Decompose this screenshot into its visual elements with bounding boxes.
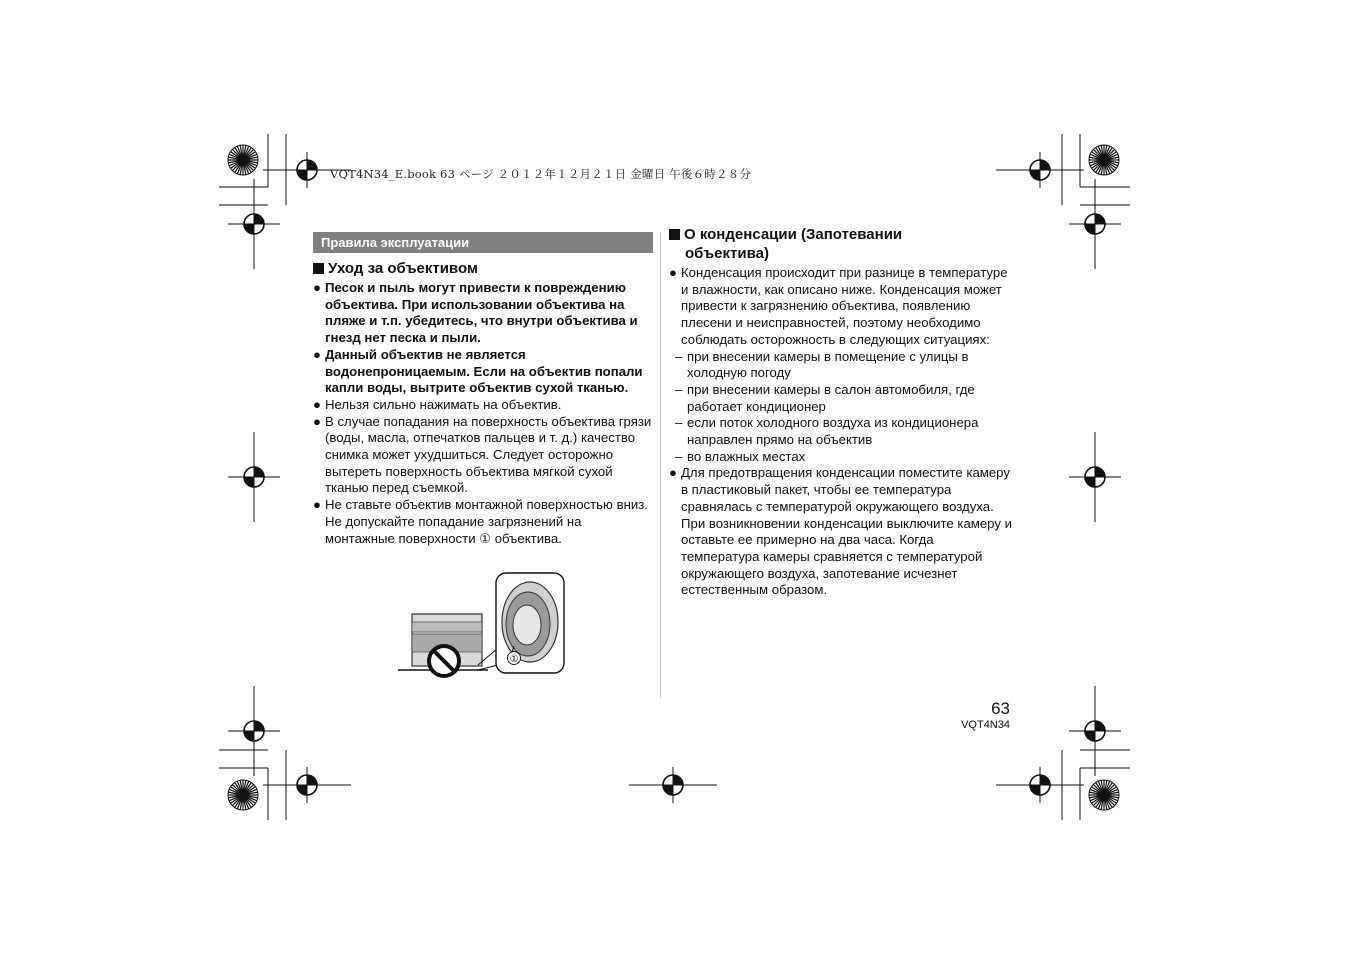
- lens-care-heading: Уход за объективом: [313, 259, 653, 278]
- dash-item: – при внесении камеры в салон автомобиля, где работает кондиционер: [675, 381, 975, 414]
- lens-care-list: [313, 280, 653, 547]
- section-title: Правила эксплуатации: [313, 232, 653, 253]
- prohibited-icon: [429, 646, 459, 676]
- condensation-heading: О конденсации (Запотевании: [669, 225, 1014, 244]
- condensation-heading-line2: объектива): [685, 245, 769, 262]
- list-item: ● Данный объектив не является водонепроницаемым. Если на объектив попали капли воды, вытрите объектив сухой тканью.: [313, 346, 643, 396]
- dash-item: – при внесении камеры в помещение с улицы в холодную погоду: [675, 348, 969, 381]
- page-code: VQT4N34: [961, 719, 1010, 731]
- print-header: VQT4N34_E.book 63 ページ ２０１２年１２月２１日 金曜日 午後６時２８分: [330, 167, 752, 181]
- list-item: ● Не ставьте объектив монтажной поверхностью вниз. Не допускайте попадание загрязнений на монтажные поверхности ① объектива.: [313, 497, 648, 546]
- bullet-icon: ●: [313, 280, 321, 295]
- square-bullet-icon: [669, 229, 680, 240]
- dash-icon: –: [675, 381, 683, 397]
- dash-icon: –: [675, 415, 683, 431]
- left-column: [313, 259, 653, 547]
- list-item: ● Нельзя сильно нажимать на объектив.: [313, 396, 562, 412]
- condensation-list: [669, 265, 1014, 599]
- dash-item: – если поток холодного воздуха из кондиционера направлен прямо на объектив: [675, 415, 979, 448]
- list-item: ● Песок и пыль могут привести к повреждению объектива. При использовании объектива на пляже и т.п. убедитесь, что внутри объектива и гнезд нет песка и пыли.: [313, 280, 638, 346]
- bullet-icon: ●: [313, 396, 321, 412]
- bullet-icon: ●: [669, 265, 677, 280]
- bullet-icon: ●: [313, 346, 321, 362]
- dash-icon: –: [675, 448, 683, 464]
- lens-mount-illustration: [398, 570, 570, 682]
- bullet-icon: ●: [669, 465, 677, 481]
- bullet-icon: ●: [313, 413, 321, 429]
- dash-icon: –: [675, 348, 683, 364]
- page-number: 63: [991, 699, 1010, 718]
- dash-item: – во влажных местах: [675, 448, 806, 464]
- figure-callout: ①: [509, 654, 519, 665]
- list-item: ● В случае попадания на поверхность объектива грязи (воды, масла, отпечатков пальцев и т. д.) качество снимка может ухудшиться. Следует осторожно вытереть поверхность объектива мягкой сухой тканью перед съемкой.: [313, 413, 652, 496]
- list-item: ● Для предотвращения конденсации поместите камеру в пластиковый пакет, чтобы ее температура сравнялась с температурой окружающего воздуха. При возникновении конденсации выключите камеру и оставьте ее примерно на два часа. Когда температура камеры сравняется с температурой окружающего воздуха, запотевание исчезнет естественным образом.: [669, 465, 1012, 598]
- list-item: ● Конденсация происходит при разнице в температуре и влажности, как описано ниже. Конденсация может привести к загрязнению объектива, появлению плесени и неисправностей, поэтому необходимо соблюдать осторожность в следующих ситуациях:: [669, 265, 1008, 347]
- bullet-icon: ●: [313, 497, 321, 513]
- right-column: [669, 225, 1014, 599]
- column-divider: [660, 232, 661, 698]
- square-bullet-icon: [313, 263, 324, 274]
